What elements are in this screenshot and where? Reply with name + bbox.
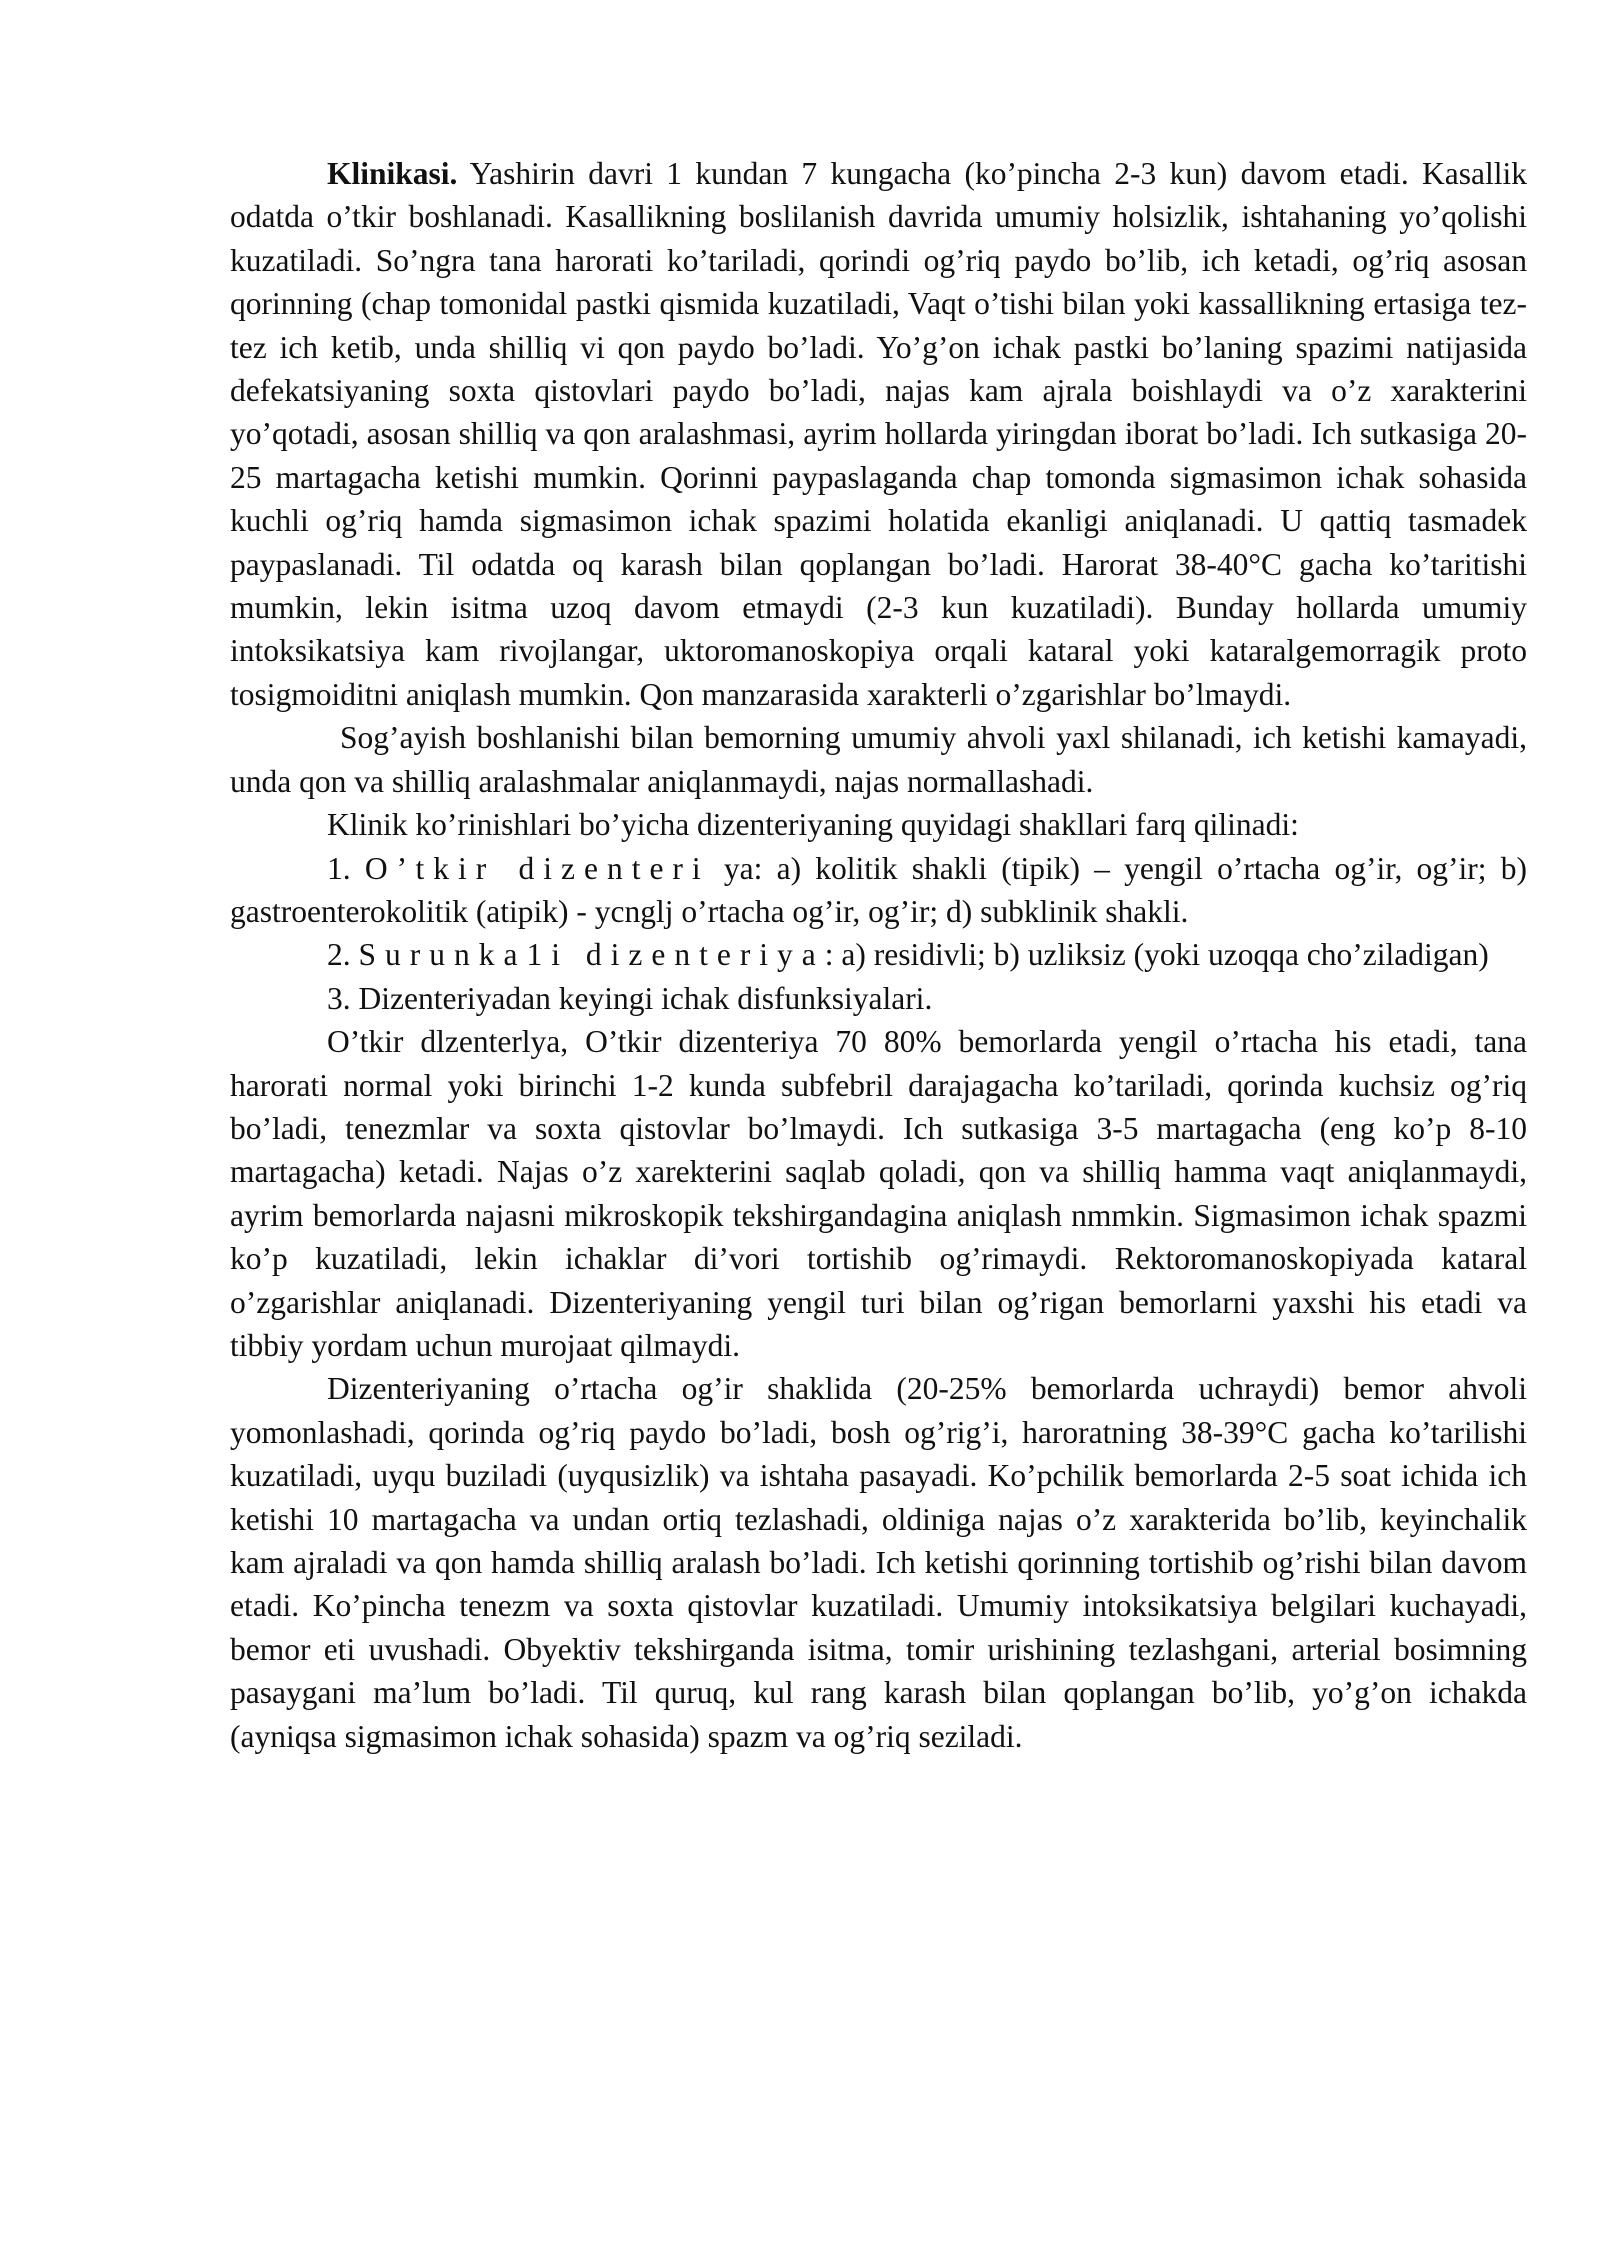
paragraph-clinical <box>230 152 1527 716</box>
paragraph-acute-mild: O’tkir dlzenterlya, O’tkir dizenteriya 70 80% bemorlarda yengil o’rtacha his etadi, tana harorati normal yoki birinchi 1-2 kunda subfebril darajagacha ko’tariladi, qorinda kuchsiz og’riq bo’ladi, tenezmlar va soxta qistovlar bo’lmaydi. Ich sutkasiga 3-5 martagacha (eng ko’p 8-10 martagacha) ketadi. Najas o’z xarekterini saqlab qoladi, qon va shilliq hamma vaqt aniqlanmaydi, ayrim bemorlarda najasni mikroskopik tekshirgandagina aniqlash nmmkin. Sigmasimon ichak spazmi ko’p kuzatiladi, lekin ichaklar di’vori tortishib og’rimaydi. Rektoromanoskopiyada kataral o’zgarishlar aniqlanadi. Dizenteriyaning yengil turi bilan og’rigan bemorlarni yaxshi his etadi va tibbiy yordam uchun murojaat qilmaydi. <box>230 1024 1527 1363</box>
list-item-post-dysentery: 3. Dizenteriyadan keyingi ichak disfunksiyalari. <box>327 980 933 1016</box>
list-item-acute <box>230 847 1527 934</box>
paragraph-text: Yashirin davri 1 kundan 7 kungacha (ko’pincha 2-3 kun) davom etadi. Kasallik odatda o’tkir boshlanadi. Kasallikning boslilanish davrida umumiy holsizlik, ishtahaning yo’qolishi kuzatiladi. So’ngra tana harorati ko’tariladi, qorindi og’riq paydo bo’lib, ich ketadi, og’riq asosan qorinning (chap tomonidal pastki qismida kuzatiladi, Vaqt o’tishi bilan yoki kassallikning ertasiga tez-tez ich ketib, unda shilliq vi qon paydo bo’ladi. Yo’g’on ichak pastki bo’laning spazimi natijasida defekatsiyaning soxta qistovlari paydo bo’ladi, najas kam ajrala boishlaydi va o’z xarakterini yo’qotadi, asosan shilliq va qon aralashmasi, ayrim hollarda yiringdan iborat bo’ladi. Ich sutkasiga 20-25 martagacha ketishi mumkin. Qorinni paypaslaganda chap tomonda sigmasimon ichak sohasida kuchli og’riq hamda sigmasimon ichak spazimi holatida ekanligi aniqlanadi. U qattiq tasmadek paypaslanadi. Til odatda oq karash bilan qoplangan bo’ladi. Harorat 38-40°C gacha ko’taritishi mumkin, lekin isitma uzoq davom etmaydi (2-3 kun kuzatiladi). Bunday hollarda umumiy intoksikatsiya kam rivojlangar, uktoromanoskopiya orqali kataral yoki kataralgemorragik proto tosigmoiditni aniqlash mumkin. Qon manzarasida xarakterli o’zgarishlar bo’lmaydi. <box>230 156 1527 712</box>
list-item-text: ya: a) kolitik shakli (tipik) – yengil o’rtacha og’ir, og’ir; b) gastroenterokolitik (atipik) - ycnglj o’rtacha og’ir, og’ir; d) subklinik shakli. <box>230 850 1527 929</box>
paragraph-moderate: Dizenteriyaning o’rtacha og’ir shaklida (20-25% bemorlarda uchraydi) bemor ahvoli yomonlashadi, qorinda og’riq paydo bo’ladi, bosh og’rig’i, haroratning 38-39°C gacha ko’tarilishi kuzatiladi, uyqu buziladi (uyqusizlik) va ishtaha pasayadi. Ko’pchilik bemorlarda 2-5 soat ichida ich ketishi 10 martagacha va undan ortiq tezlashadi, oldiniga najas o’z xarakterida bo’lib, keyinchalik kam ajraladi va qon hamda shilliq aralash bo’ladi. Ich ketishi qorinning tortishib og’rishi bilan davom etadi. Ko’pincha tenezm va soxta qistovlar kuzatiladi. Umumiy intoksikatsiya belgilari kuchayadi, bemor eti uvushadi. Obyektiv tekshirganda isitma, tomir urishining tezlashgani, arterial bosimning pasaygani ma’lum bo’ladi. Til quruq, kul rang karash bilan qoplangan bo’lib, yo’g’on ichakda (ayniqsa sigmasimon ichak sohasida) spazm va og’riq seziladi. <box>230 1371 1527 1754</box>
list-number: 1. <box>327 850 365 886</box>
list-number: 2. <box>327 937 359 973</box>
spaced-term: Surunka1i dizenteriya <box>358 937 825 973</box>
section-heading: Klinikasi. <box>327 156 458 191</box>
document-page <box>230 152 1527 1758</box>
list-item-chronic <box>230 933 1527 976</box>
paragraph-forms-intro: Klinik ko’rinishlari bo’yicha dizenteriyaning quyidagi shakllari farq qilinadi: <box>327 807 1299 843</box>
paragraph-recovery: Sog’ayish boshlanishi bilan bemorning umumiy ahvoli yaxl shilanadi, ich ketishi kamayadi, unda qon va shilliq aralashmalar aniqlanmaydi, najas normallashadi. <box>230 720 1527 799</box>
list-item-text: : a) residivli; b) uzliksiz (yoki uzoqqa cho’ziladigan) <box>824 937 1489 973</box>
spaced-term: O’tkir dizenteri <box>364 850 710 886</box>
